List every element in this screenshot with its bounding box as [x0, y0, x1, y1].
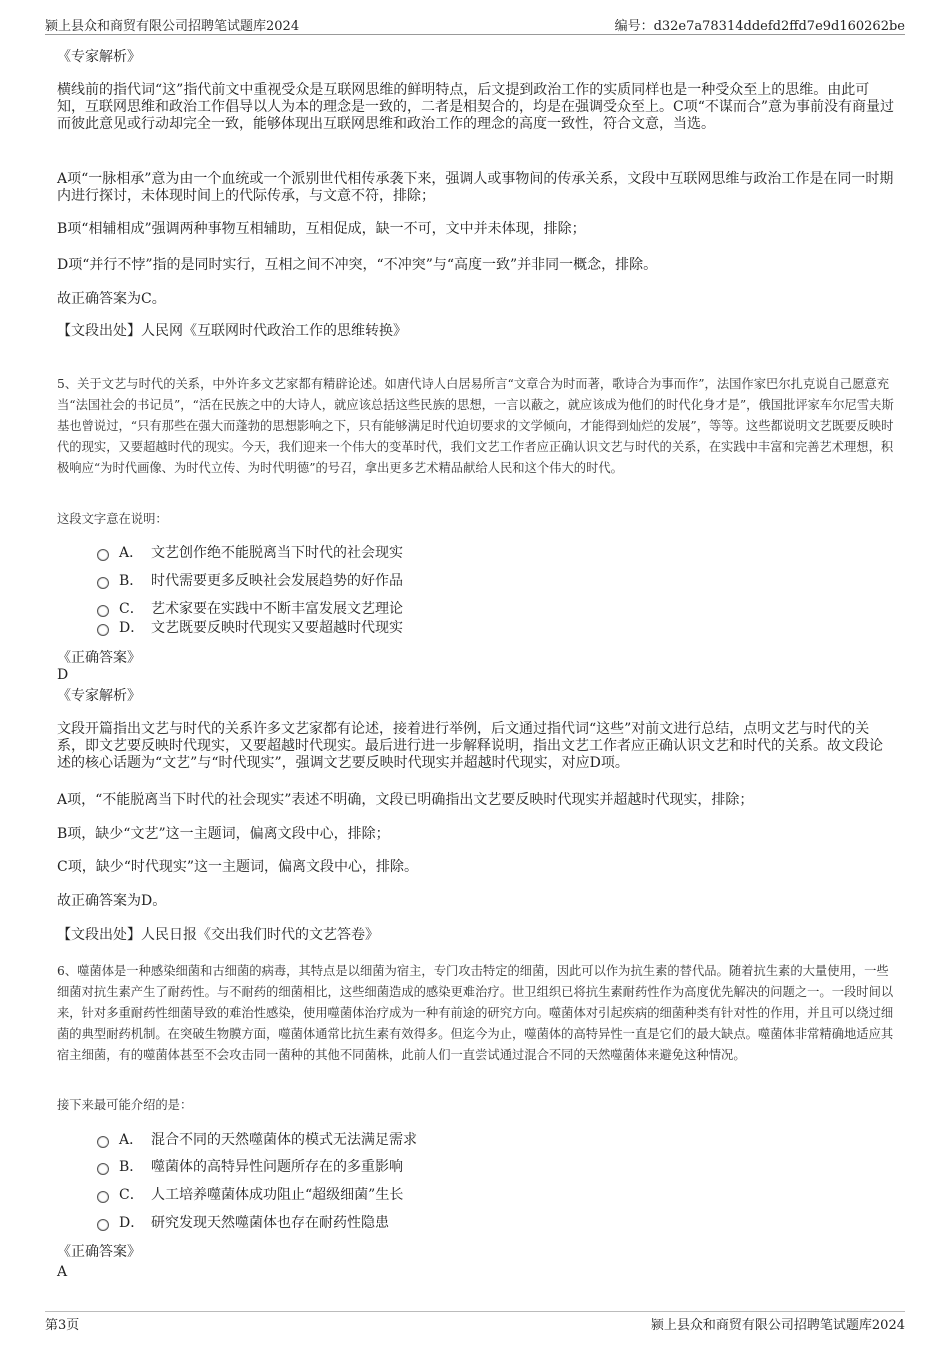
q6-option-d[interactable]: [97, 1214, 389, 1232]
q5-analysis-c: C项，缺少“时代现实”这一主题词，偏离文段中心，排除。: [57, 859, 419, 875]
option-text: 噬菌体的高特异性问题所存在的多重影响: [151, 1159, 403, 1175]
q5-option-d[interactable]: [97, 619, 403, 637]
option-letter: D．: [119, 620, 145, 636]
q5-option-c[interactable]: [97, 600, 403, 618]
radio-button-icon[interactable]: [97, 549, 109, 561]
option-text: 时代需要更多反映社会发展趋势的好作品: [151, 573, 403, 589]
option-letter: C．: [119, 1187, 144, 1203]
q5-source: 【文段出处】人民日报《交出我们时代的文艺答卷》: [57, 927, 379, 943]
option-letter: A．: [119, 1132, 144, 1148]
q4-analysis: 横线前的指代词“这”指代前文中重视受众是互联网思维的鲜明特点，后文提到政治工作的实质同样也是一种受众至上的思维。由此可知，互联网思维和政治工作倡导以人为本的理念是一致的，二者是相契合的，均是在强调受众至上。C项“不谋而合”意为事前没有商量过而彼此意见或行动却完全一致，能够体现出互联网思维和政治工作的理念的高度一致性，符合文意，当选。: [57, 82, 895, 132]
radio-button-icon[interactable]: [97, 1136, 109, 1148]
radio-button-icon[interactable]: [97, 1219, 109, 1231]
radio-button-icon[interactable]: [97, 1191, 109, 1203]
q5-analysis-a: A项，“不能脱离当下时代的社会现实”表述不明确，文段已明确指出文艺要反映时代现实并超越时代现实，排除；: [57, 792, 754, 808]
page-number: 第3页: [45, 1318, 80, 1333]
option-letter: A．: [119, 545, 144, 561]
option-letter: C．: [119, 601, 144, 617]
q6-option-b[interactable]: [97, 1158, 403, 1176]
q5-option-a[interactable]: [97, 544, 403, 562]
q6-answer-label: 《正确答案》: [57, 1244, 141, 1260]
q5-stem: 5、关于文艺与时代的关系，中外许多文艺家都有精辟论述。如唐代诗人白居易所言“文章合为时而著，歌诗合为事而作”，法国作家巴尔扎克说自己愿意充当“法国社会的书记员”，“活在民族之中的大诗人，就应该总括这些民族的思想，一言以蔽之，就应该成为他们的时代化身才是”，俄国批评家车尔尼雪夫斯基也曾说过，“只有那些在强大而蓬勃的思想影响之下，只有能够满足时代迫切要求的文学倾向，才能得到灿烂的发展”，等等。这些都说明文艺既要反映时代的现实，又要超越时代的现实。今天，我们迎来一个伟大的变革时代，我们文艺工作者应正确认识文艺与时代的关系，在实践中丰富和完善艺术理想，积极响应“为时代画像、为时代立传、为时代明德”的号召，拿出更多艺术精品献给人民和这个伟大的时代。: [57, 377, 894, 475]
q6-answer-value: A: [57, 1264, 68, 1280]
option-letter: D．: [119, 1215, 145, 1231]
q6-option-c[interactable]: [97, 1186, 403, 1204]
q4-analysis-a: A项“一脉相承”意为由一个血统或一个派别世代相传承袭下来，强调人或事物间的传承关系，文段中互联网思维与政治工作是在同一时期内进行探讨，未体现时间上的代际传承，与文意不符，排除；: [57, 171, 894, 204]
option-text: 文艺既要反映时代现实又要超越时代现实: [151, 620, 403, 636]
q6-question: 接下来最可能介绍的是：: [57, 1098, 193, 1112]
page-header: [45, 12, 905, 35]
q4-answer: 故正确答案为C。: [57, 291, 166, 307]
option-text: 文艺创作绝不能脱离当下时代的社会现实: [151, 545, 403, 561]
q5-analysis-b: B项，缺少“文艺”这一主题词，偏离文段中心，排除；: [57, 826, 390, 842]
header-doc-id: 编号：d32e7a78314ddefd2ffd7e9d160262be: [614, 19, 905, 34]
q4-source: 【文段出处】人民网《互联网时代政治工作的思维转换》: [57, 323, 407, 339]
option-letter: B．: [119, 573, 144, 589]
option-text: 研究发现天然噬菌体也存在耐药性隐患: [151, 1215, 389, 1231]
q4-analysis-b: B项“相辅相成”强调两种事物互相辅助，互相促成，缺一不可，文中并未体现，排除；: [57, 221, 586, 237]
q6-stem: 6、噬菌体是一种感染细菌和古细菌的病毒，其特点是以细菌为宿主，专门攻击特定的细菌，因此可以作为抗生素的替代品。随着抗生素的大量使用，一些细菌对抗生素产生了耐药性。与不耐药的细菌相比，这些细菌造成的感染更难治疗。世卫组织已将抗生素耐药性作为高度优先解决的问题之一。一段时间以来，针对多重耐药性细菌导致的难治性感染，使用噬菌体治疗成为一种有前途的研究方向。噬菌体对引起疾病的细菌种类有针对性的作用，并且可以绕过细菌的典型耐药机制。在突破生物膜方面，噬菌体通常比抗生素有效得多。但迄今为止，噬菌体的高特异性一直是它们的最大缺点。噬菌体非常精确地适应其宿主细菌，有的噬菌体甚至不会攻击同一菌种的其他不同菌株，此前人们一直尝试通过混合不同的天然噬菌体来避免这种情况。: [57, 964, 894, 1062]
q5-expert-label: 《专家解析》: [57, 688, 141, 704]
page-footer: [45, 1311, 905, 1333]
radio-button-icon[interactable]: [97, 577, 109, 589]
q5-question: 这段文字意在说明：: [57, 512, 168, 526]
q6-option-a[interactable]: [97, 1131, 417, 1149]
q4-analysis-d: D项“并行不悖”指的是同时实行，互相之间不冲突，“不冲突”与“高度一致”并非同一概念，排除。: [57, 257, 658, 273]
header-title: 颍上县众和商贸有限公司招聘笔试题库2024: [45, 19, 300, 34]
option-letter: B．: [119, 1159, 144, 1175]
option-text: 艺术家要在实践中不断丰富发展文艺理论: [151, 601, 403, 617]
footer-title: 颍上县众和商贸有限公司招聘笔试题库2024: [650, 1318, 905, 1333]
q5-answer-label: 《正确答案》: [57, 650, 141, 666]
q5-answer: 故正确答案为D。: [57, 893, 167, 909]
q4-expert-label: 《专家解析》: [57, 49, 141, 65]
q5-analysis: 文段开篇指出文艺与时代的关系许多文艺家都有论述，接着进行举例，后文通过指代词“这些”对前文进行总结，点明文艺与时代的关系，即文艺要反映时代现实，又要超越时代现实。最后进行进一步解释说明，指出文艺工作者应正确认识文艺和时代的关系。故文段论述的核心话题为“文艺”与“时代现实”，强调文艺要反映时代现实并超越时代现实，对应D项。: [57, 721, 883, 771]
radio-button-icon[interactable]: [97, 605, 109, 617]
q5-option-b[interactable]: [97, 572, 403, 590]
radio-button-icon[interactable]: [97, 624, 109, 636]
option-text: 混合不同的天然噬菌体的模式无法满足需求: [151, 1132, 417, 1148]
option-text: 人工培养噬菌体成功阻止“超级细菌”生长: [151, 1187, 404, 1203]
q5-answer-value: D: [57, 667, 69, 683]
radio-button-icon[interactable]: [97, 1163, 109, 1175]
